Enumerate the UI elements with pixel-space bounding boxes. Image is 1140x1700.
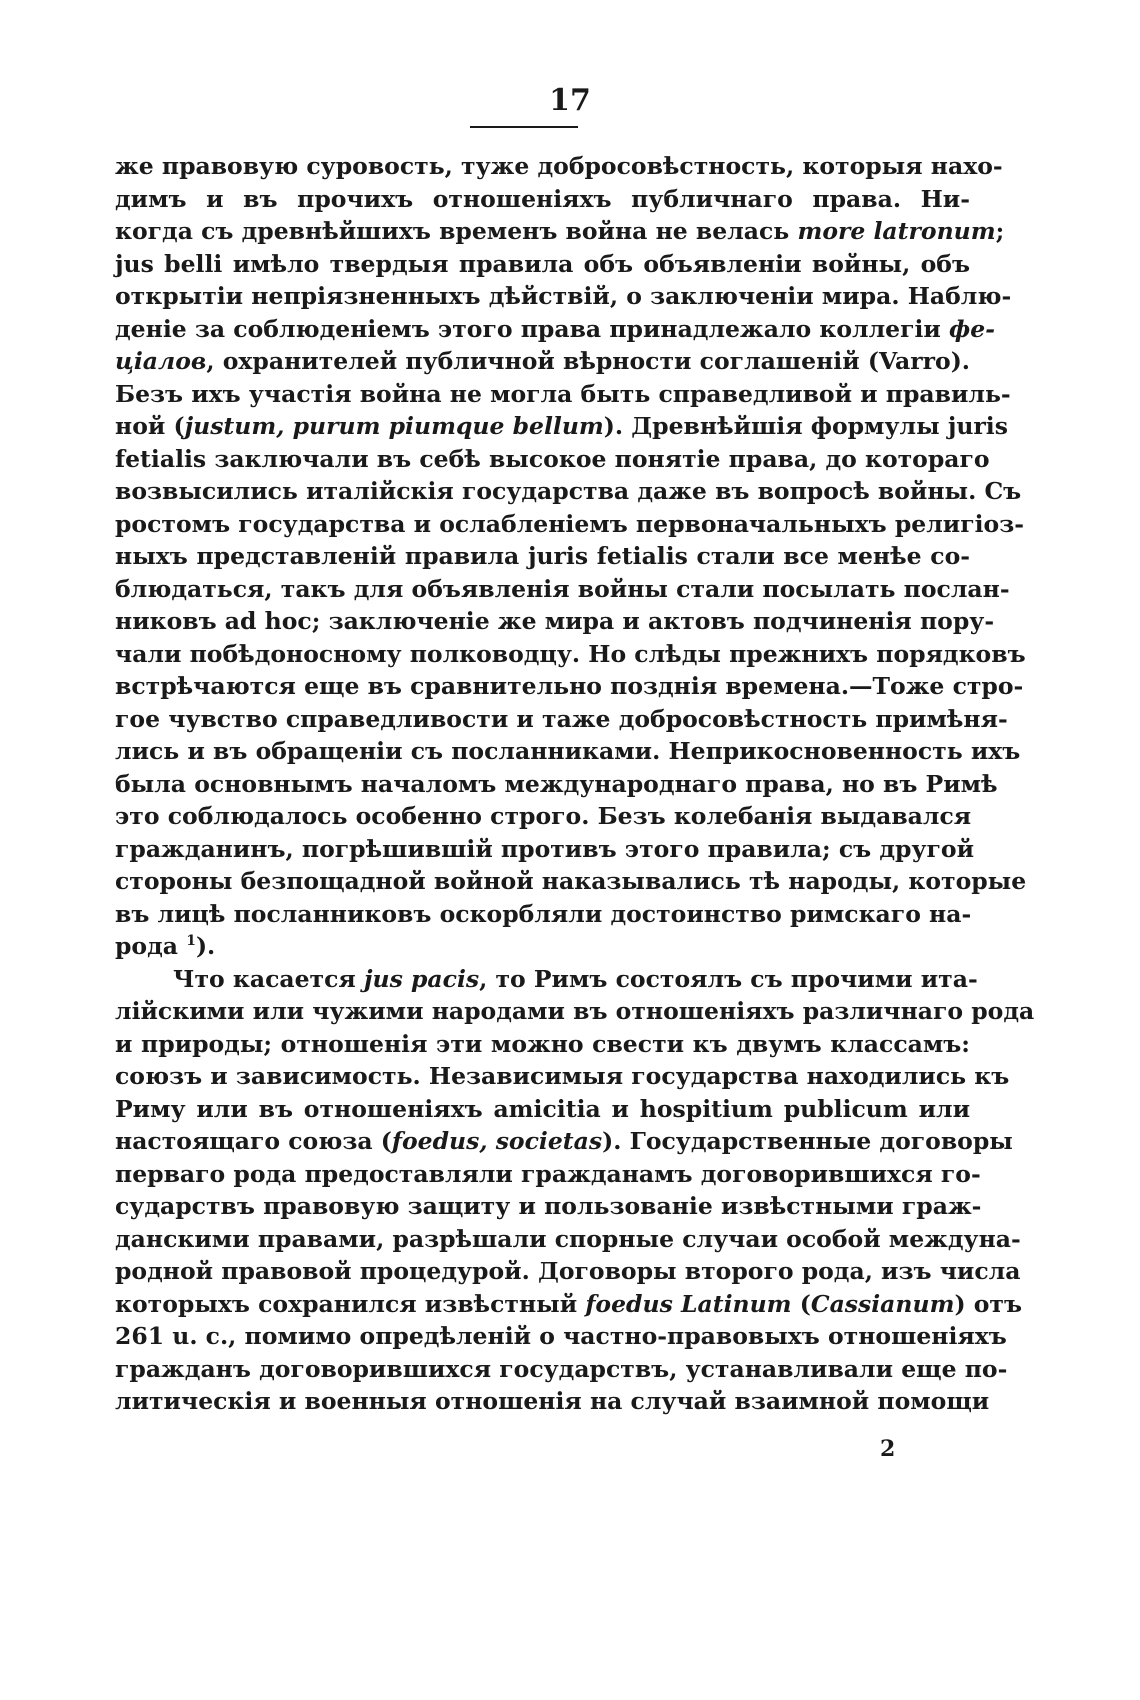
footnote-marker: 1 — [186, 933, 196, 950]
text-line — [115, 638, 1026, 671]
text-run: сударствъ правовую защиту и пользованіе извѣстными граж- — [115, 1192, 982, 1220]
text-line — [115, 605, 995, 638]
body-text — [115, 150, 1035, 1418]
text-line — [115, 540, 970, 573]
text-run: была основнымъ началомъ международнаго права, но въ Римѣ — [115, 769, 998, 798]
text-run: fetialis заключали въ себѣ высокое понятіе права, до котораго — [115, 444, 990, 473]
text-line — [115, 963, 978, 996]
text-run: лійскими или чужими народами въ отношеніяхъ различнаго рода — [115, 997, 1035, 1025]
text-run: союзъ и зависимость. Независимыя государства находились къ — [115, 1062, 1010, 1090]
text-run: же правовую суровость, тужe добросовѣстность, которыя нахо- — [115, 152, 1003, 180]
text-line — [115, 280, 1012, 313]
text-run: блюдаться, такъ для объявленія войны стали посылать послан- — [115, 574, 1010, 603]
text-line — [115, 1320, 1007, 1353]
text-line — [115, 898, 970, 931]
text-line — [115, 508, 1024, 541]
text-run: Что касается — [173, 964, 364, 993]
text-line — [115, 833, 975, 866]
text-line — [115, 378, 1011, 411]
text-line — [115, 1190, 982, 1223]
text-run: гражданъ договорившихся государствъ, устанавливали еще по- — [115, 1354, 1008, 1383]
text-run: деніе за соблюденіемъ этого права принадлежало коллегіи — [115, 314, 950, 343]
text-line — [115, 930, 970, 963]
text-run: открытіи непріязненныхъ дѣйствій, о заключеніи мира. Наблю- — [115, 282, 1012, 310]
text-run: гое чувство справедливости и таже добросовѣстность примѣня- — [115, 704, 1008, 733]
text-run: родной правовой процедурой. Договоры второго рода, изъ числа — [115, 1257, 1021, 1285]
signature-mark: 2 — [880, 1436, 896, 1462]
text-line — [115, 573, 1010, 606]
page-number-rule — [470, 126, 578, 128]
text-run: въ лицѣ посланниковъ оскорбляли достоинство римскаго на- — [115, 899, 972, 928]
text-line — [115, 865, 1027, 898]
text-line — [115, 1385, 990, 1418]
text-line — [115, 703, 1008, 736]
text-line — [115, 1255, 1021, 1288]
text-run: ). Древнѣйшія формулы juris — [603, 412, 1008, 440]
text-line — [115, 1028, 970, 1061]
text-run: ). Государственные договоры — [602, 1127, 1013, 1155]
text-run: ; — [995, 217, 1005, 245]
text-line — [115, 313, 995, 346]
text-run: которыхъ сохранился извѣстный — [115, 1289, 586, 1318]
text-run: ) отъ — [954, 1289, 1023, 1318]
text-run: настоящаго союза ( — [115, 1127, 392, 1155]
text-run: ныхъ представленій правила juris fetialis стали все менѣе со- — [115, 542, 970, 570]
text-line — [115, 1223, 1021, 1256]
text-line — [115, 1060, 1010, 1093]
text-run: jus belli имѣло твердыя правила объ объявленіи войны, объ — [115, 249, 970, 278]
text-run: чали побѣдоносному полководцу. Но слѣды прежнихъ порядковъ — [115, 639, 1026, 668]
text-run: jus pacis — [363, 964, 480, 993]
text-run: foedus, societas — [391, 1127, 603, 1155]
text-run: more latronum — [797, 217, 996, 245]
text-run: димъ и въ прочихъ отношеніяхъ публичнаго права. Ни- — [115, 184, 970, 213]
text-line — [115, 1158, 981, 1191]
text-run: возвысились италійскія государства даже въ вопросѣ войны. Съ — [115, 477, 1022, 505]
text-run: никовъ ad hoc; заключеніе же мира и актовъ подчиненія пору- — [115, 607, 995, 635]
text-line — [115, 995, 1035, 1028]
page-number: 17 — [549, 83, 591, 118]
text-line — [115, 735, 1021, 768]
text-run: ( — [791, 1289, 811, 1318]
text-run: это соблюдалось особенно строго. Безъ колебанія выдавался — [115, 802, 972, 830]
text-run: Риму или въ отношеніяхъ amicitia и hospitium publicum или — [115, 1094, 970, 1123]
text-line — [115, 1125, 1013, 1158]
text-run: фе- — [949, 314, 995, 343]
text-line — [115, 150, 1003, 183]
text-run: foedus Latinum — [585, 1289, 792, 1318]
text-line — [115, 215, 1005, 248]
text-line — [115, 475, 1022, 508]
text-run: гражданинъ, погрѣшившій противъ этого правила; съ другой — [115, 834, 975, 863]
text-line — [115, 410, 1008, 443]
text-line — [115, 768, 998, 801]
text-line — [115, 345, 970, 378]
text-run: Cassianum — [810, 1289, 955, 1318]
text-run: когда съ древнѣйшихъ временъ война не велась — [115, 217, 798, 245]
text-run: ). — [195, 932, 216, 960]
text-run: рода — [115, 932, 187, 960]
text-run: justum, purum piumque bellum — [184, 412, 604, 440]
text-line — [115, 248, 970, 281]
text-line — [115, 1288, 1023, 1321]
text-run: Безъ ихъ участія война не могла быть справедливой и правиль- — [115, 379, 1011, 408]
text-run: ціалов — [115, 347, 207, 375]
text-line — [115, 443, 990, 476]
text-run: ростомъ государства и ослабленіемъ первоначальныхъ религіоз- — [115, 509, 1024, 538]
text-run: ной ( — [115, 412, 185, 440]
paragraph — [115, 150, 1027, 963]
text-run: перваго рода предоставляли гражданамъ договорившихся го- — [115, 1159, 981, 1188]
text-line — [115, 800, 970, 833]
text-line — [115, 183, 970, 216]
text-run: данскими правами, разрѣшали спорные случаи особой междуна- — [115, 1224, 1021, 1253]
text-run: , то Римъ состоялъ съ прочими ита- — [479, 964, 978, 993]
text-run: литическія и военныя отношенія на случай взаимной помощи — [115, 1387, 990, 1415]
paragraph — [115, 963, 1035, 1418]
text-line — [115, 670, 1024, 703]
text-run: , охранителей публичной вѣрности соглашеній (Varro). — [206, 347, 970, 375]
text-run: стороны безпощадной войной наказывались тѣ народы, которые — [115, 867, 1027, 895]
text-line — [115, 1093, 970, 1126]
text-run: и природы; отношенія эти можно свести къ двумъ классамъ: — [115, 1029, 970, 1058]
text-run: 261 u. c., помимо опредѣленій о частно-правовыхъ отношеніяхъ — [115, 1322, 1007, 1350]
text-run: лись и въ обращеніи съ посланниками. Неприкосновенность ихъ — [115, 737, 1021, 765]
text-line — [115, 1353, 1008, 1386]
text-run: встрѣчаются еще въ сравнительно позднія времена.—Тоже стро- — [115, 672, 1024, 700]
